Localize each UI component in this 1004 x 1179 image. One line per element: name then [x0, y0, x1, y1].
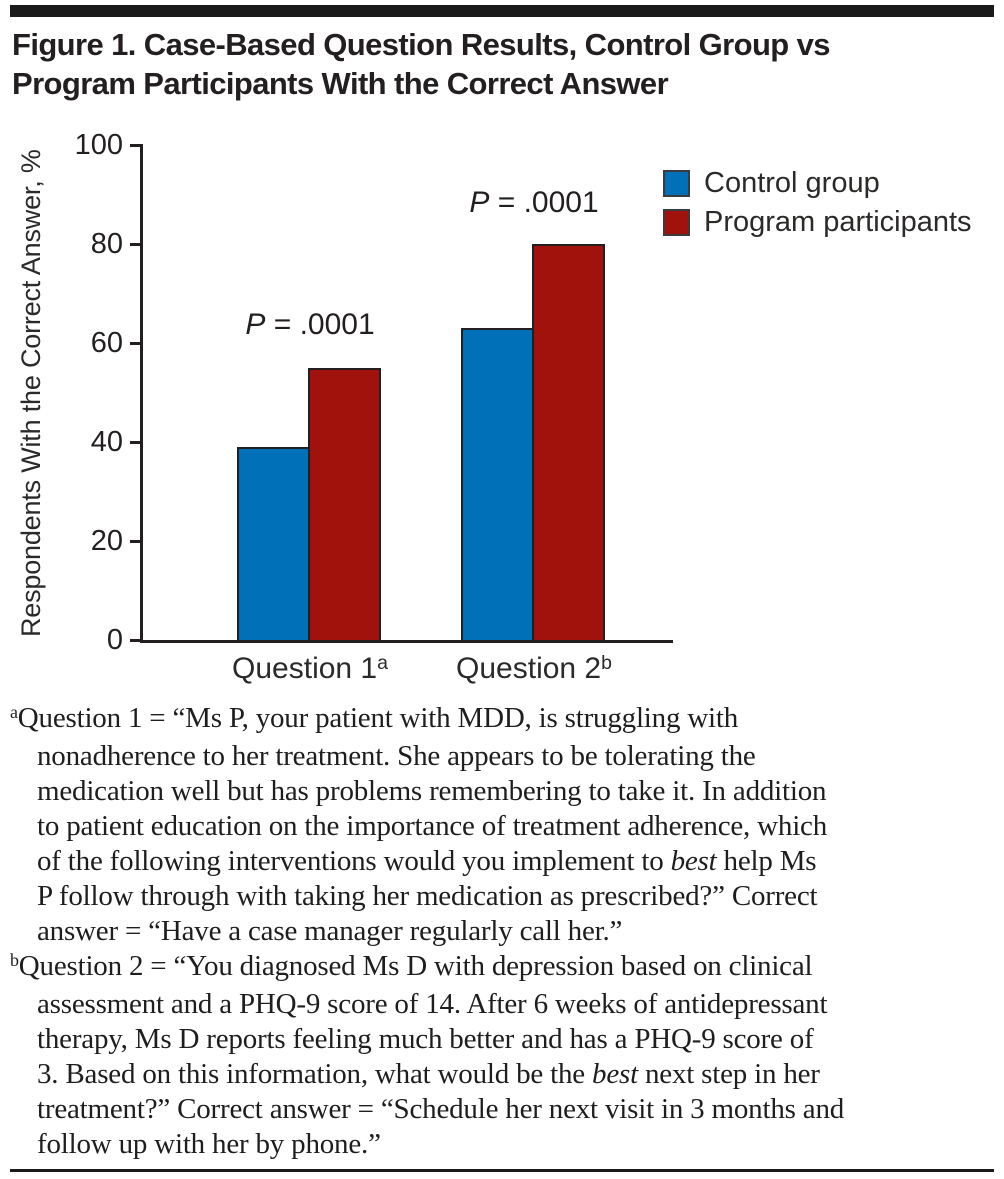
- footnote-a-line-1: [10, 701, 998, 739]
- legend-item-program-participants: [663, 206, 972, 238]
- footnote-text: treatment?” Correct answer = “Schedule her next visit in 3 months and: [37, 1093, 845, 1125]
- x-axis-label-question-2: [456, 652, 612, 686]
- legend-item-control-group: [663, 167, 972, 199]
- y-tick-label-60: 60: [90, 327, 123, 359]
- legend-label: Program participants: [704, 206, 972, 238]
- figure-title: [12, 25, 830, 103]
- footnote-italic-text: best: [670, 845, 717, 877]
- footnote-b-line-4: [10, 1057, 998, 1092]
- p-equals-value: = .0001: [265, 308, 375, 341]
- footnote-text: nonadherence to her treatment. She appears to be tolerating the: [37, 740, 756, 772]
- bar-control-question-2: [461, 328, 534, 640]
- y-tick-mark-20: [130, 540, 143, 543]
- x-axis-label-superscript: a: [377, 652, 388, 675]
- legend-swatch-control: [663, 170, 690, 197]
- legend: [663, 167, 972, 248]
- y-tick-label-40: 40: [90, 426, 123, 458]
- footnote-text: follow up with her by phone.”: [37, 1128, 381, 1160]
- y-tick-mark-60: [130, 342, 143, 345]
- p-italic: P: [469, 186, 490, 219]
- footnote-a-line-7: [10, 914, 998, 949]
- bottom-rule: [10, 1169, 994, 1172]
- footnote-b-line-2: [10, 987, 998, 1022]
- footnote-text: of the following interventions would you implement to: [37, 845, 671, 877]
- y-tick-label-20: 20: [90, 525, 123, 557]
- footnote-text: Question 2 = “You diagnosed Ms D with depression based on clinical: [18, 950, 813, 982]
- footnote-b-line-5: [10, 1092, 998, 1127]
- footnote-text: to patient education on the importance of treatment adherence, which: [37, 810, 828, 842]
- footnote-b-line-1: [10, 949, 998, 987]
- y-tick-label-0: 0: [106, 624, 123, 656]
- footnote-text: therapy, Ms D reports feeling much better and has a PHQ-9 score of: [37, 1023, 814, 1055]
- y-tick-mark-40: [130, 441, 143, 444]
- footnote-text: P follow through with taking her medication as prescribed?” Correct: [37, 880, 818, 912]
- y-tick-label-80: 80: [90, 228, 123, 260]
- footnote-text: assessment and a PHQ-9 score of 14. After 6 weeks of antidepressant: [37, 988, 828, 1020]
- footnote-italic-text: best: [592, 1058, 638, 1090]
- bar-program-question-2: [532, 244, 605, 640]
- x-axis-label-superscript: b: [601, 652, 612, 675]
- legend-swatch-program: [663, 209, 690, 236]
- y-tick-mark-0: [130, 639, 143, 642]
- p-equals-value: = .0001: [489, 186, 599, 219]
- top-rule: [10, 5, 994, 17]
- x-axis-label-text: Question 2: [456, 652, 602, 685]
- footnote-text: medication well but has problems remembering to take it. In addition: [37, 775, 827, 807]
- footnote-a-line-3: [10, 774, 998, 809]
- footnote-text: 3. Based on this information, what would be the: [37, 1058, 593, 1090]
- footnote-text: answer = “Have a case manager regularly call her.”: [37, 915, 623, 947]
- y-tick-label-100: 100: [74, 129, 123, 161]
- x-axis-label-text: Question 1: [232, 652, 378, 685]
- footnote-b-line-6: [10, 1127, 998, 1162]
- footnote-b-line-3: [10, 1022, 998, 1057]
- plot-area: [74, 129, 673, 685]
- footnote-text: help Ms: [716, 845, 817, 877]
- y-tick-mark-100: [130, 144, 143, 147]
- footnote-a-line-2: [10, 739, 998, 774]
- footnote-a-line-4: [10, 809, 998, 844]
- p-italic: P: [245, 308, 266, 341]
- y-tick-mark-80: [130, 243, 143, 246]
- figure-title-line-1: Figure 1. Case-Based Question Results, Control Group vs: [12, 27, 830, 62]
- figure-title-line-2: Program Participants With the Correct Answer: [12, 66, 669, 101]
- bar-program-question-1: [308, 368, 381, 640]
- bar-control-question-1: [237, 447, 310, 640]
- p-value-annotation-question-2: [469, 186, 598, 220]
- y-axis-label: Respondents With the Correct Answer, %: [16, 149, 46, 637]
- footnote-superscript-b: b: [10, 950, 19, 971]
- footnotes: [10, 701, 998, 1162]
- footnote-a-line-5: [10, 844, 998, 879]
- footnote-text: next step in her: [637, 1058, 820, 1090]
- footnote-text: Question 1 = “Ms P, your patient with MDD, is struggling with: [17, 702, 739, 734]
- x-axis-label-question-1: [232, 652, 388, 686]
- p-value-annotation-question-1: [245, 308, 374, 342]
- footnote-superscript-a: a: [10, 702, 18, 723]
- legend-label: Control group: [704, 167, 880, 199]
- footnote-a-line-6: [10, 879, 998, 914]
